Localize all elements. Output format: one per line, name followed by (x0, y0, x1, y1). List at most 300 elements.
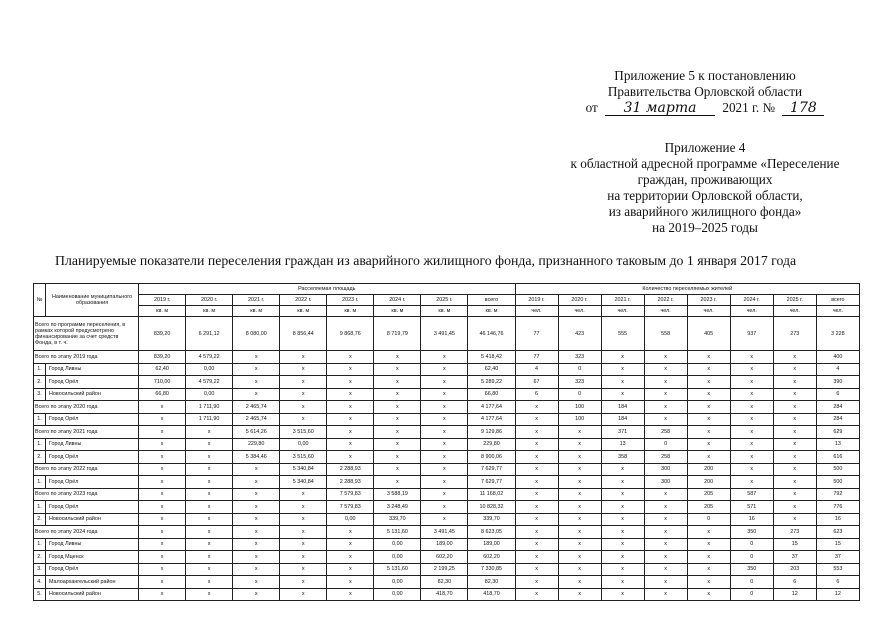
people-cell: 37 (816, 551, 859, 564)
area-unit: кв. м (280, 306, 327, 317)
people-cell: 203 (773, 563, 816, 576)
people-cell: 358 (601, 451, 644, 464)
people-year-header: всего (816, 295, 859, 306)
area-unit: кв. м (468, 306, 515, 317)
people-cell: x (644, 388, 687, 401)
area-cell: x (139, 426, 186, 439)
people-cell: x (558, 551, 601, 564)
area-cell: 62,40 (468, 363, 515, 376)
people-cell: x (515, 438, 558, 451)
stage-total-label: Всего по этапу 2023 года (34, 488, 139, 501)
area-cell: 62,40 (139, 363, 186, 376)
people-cell: x (644, 588, 687, 601)
area-cell: x (186, 576, 233, 589)
people-cell: 0 (730, 588, 773, 601)
area-cell: x (233, 363, 280, 376)
people-cell: 0 (730, 551, 773, 564)
appendix-5-line: Приложение 5 к постановлению (614, 68, 796, 83)
area-cell: x (280, 588, 327, 601)
area-cell: 710,00 (139, 376, 186, 389)
area-cell: x (233, 551, 280, 564)
summary-area-cell: 3 491,45 (421, 317, 468, 351)
summary-label: Всего по программе переселения, в рамках которой предусмотрено финансирование за счет средств Фонда, в т. ч. (34, 317, 139, 351)
area-cell: x (327, 426, 374, 439)
area-cell: x (233, 538, 280, 551)
people-cell: x (773, 363, 816, 376)
area-cell: x (280, 526, 327, 539)
row-number: 2. (34, 513, 46, 526)
people-cell: x (601, 488, 644, 501)
area-cell: x (139, 501, 186, 514)
area-cell: x (186, 463, 233, 476)
people-cell: 6 (773, 576, 816, 589)
area-year-header: 2019 г. (139, 295, 186, 306)
area-unit: кв. м (374, 306, 421, 317)
area-cell: 3 491,45 (421, 526, 468, 539)
area-cell: x (327, 576, 374, 589)
municipality-row (34, 538, 860, 551)
area-cell: 8 623,05 (468, 526, 515, 539)
row-number: 3. (34, 388, 46, 401)
people-cell: x (773, 451, 816, 464)
area-cell: x (139, 476, 186, 489)
area-cell: x (327, 438, 374, 451)
row-number: 1. (34, 438, 46, 451)
summary-people-cell: 3 228 (816, 317, 859, 351)
people-cell: x (730, 413, 773, 426)
people-cell: 500 (816, 476, 859, 489)
area-cell: x (280, 563, 327, 576)
people-cell: 371 (601, 426, 644, 439)
people-cell: x (515, 401, 558, 414)
area-cell: x (139, 413, 186, 426)
area-cell: x (139, 438, 186, 451)
municipality-name: Малоархангельский район (46, 576, 139, 589)
people-cell: x (515, 426, 558, 439)
summary-area-cell: 8 856,44 (280, 317, 327, 351)
area-cell: 5 384,46 (233, 451, 280, 464)
area-cell: x (327, 588, 374, 601)
people-cell: x (601, 376, 644, 389)
municipality-row (34, 438, 860, 451)
appendix-5-line: Правительства Орловской области (607, 84, 803, 99)
area-cell: x (374, 376, 421, 389)
area-cell: 189,00 (421, 538, 468, 551)
summary-people-cell: 273 (773, 317, 816, 351)
people-cell: x (644, 563, 687, 576)
people-cell: x (601, 563, 644, 576)
people-cell: x (601, 501, 644, 514)
people-cell: 792 (816, 488, 859, 501)
area-cell: x (374, 476, 421, 489)
people-cell: x (687, 351, 730, 364)
people-cell: x (515, 451, 558, 464)
people-cell: 13 (816, 438, 859, 451)
people-cell: x (687, 538, 730, 551)
people-cell: 200 (687, 463, 730, 476)
area-cell: 5 418,42 (468, 351, 515, 364)
municipality-row (34, 388, 860, 401)
area-cell: x (233, 476, 280, 489)
area-cell: x (186, 551, 233, 564)
area-cell: 0,00 (186, 363, 233, 376)
people-cell: x (601, 526, 644, 539)
municipality-row (34, 576, 860, 589)
people-cell: x (644, 351, 687, 364)
area-cell: 7 330,85 (468, 563, 515, 576)
row-number: 1. (34, 501, 46, 514)
people-cell: x (558, 501, 601, 514)
people-cell: x (601, 513, 644, 526)
appendix-4-line: из аварийного жилищного фонда» (608, 204, 802, 219)
area-year-header: 2023 г. (327, 295, 374, 306)
area-cell: 0,00 (374, 538, 421, 551)
people-cell: x (687, 388, 730, 401)
document-title: Планируемые показатели переселения граждан из аварийного жилищного фонда, признанного таковым до 1 января 2017 года (55, 253, 797, 268)
appendix-5-header (540, 68, 870, 116)
area-unit: кв. м (327, 306, 374, 317)
area-cell: x (327, 351, 374, 364)
people-cell: x (644, 401, 687, 414)
summary-area-cell: 839,20 (139, 317, 186, 351)
area-cell: x (421, 426, 468, 439)
people-cell: x (515, 538, 558, 551)
header-row-groups (34, 284, 860, 295)
people-cell: x (730, 388, 773, 401)
people-year-header: 2020 г. (558, 295, 601, 306)
area-cell: 418,70 (468, 588, 515, 601)
people-cell: 553 (816, 563, 859, 576)
area-cell: x (327, 376, 374, 389)
area-year-header: 2025 г. (421, 295, 468, 306)
resolution-date-line (540, 100, 870, 116)
area-cell: x (186, 438, 233, 451)
people-cell: x (773, 463, 816, 476)
municipality-name: Город Орёл (46, 501, 139, 514)
area-cell: x (233, 588, 280, 601)
people-cell: x (773, 413, 816, 426)
municipality-row (34, 376, 860, 389)
people-cell: 15 (816, 538, 859, 551)
area-year-header: 2022 г. (280, 295, 327, 306)
municipality-row (34, 588, 860, 601)
stage-total-row (34, 351, 860, 364)
area-cell: x (139, 488, 186, 501)
people-unit: чел. (515, 306, 558, 317)
municipality-row (34, 363, 860, 376)
people-cell: x (687, 588, 730, 601)
people-cell: 616 (816, 451, 859, 464)
row-number: 2. (34, 376, 46, 389)
stage-total-row (34, 401, 860, 414)
people-year-header: 2022 г. (644, 295, 687, 306)
area-cell: 5 340,84 (280, 463, 327, 476)
people-unit: чел. (687, 306, 730, 317)
people-cell: 300 (644, 476, 687, 489)
area-cell: x (139, 551, 186, 564)
summary-area-cell: 8 719,79 (374, 317, 421, 351)
people-cell: x (687, 363, 730, 376)
municipality-name: Новосильский район (46, 588, 139, 601)
people-cell: x (773, 438, 816, 451)
area-cell: 2 288,93 (327, 463, 374, 476)
summary-area-cell: 46 146,76 (468, 317, 515, 351)
area-cell: x (280, 551, 327, 564)
row-number: 4. (34, 576, 46, 589)
municipality-name: Новосильский район (46, 513, 139, 526)
area-cell: 339,70 (374, 513, 421, 526)
people-cell: 200 (687, 476, 730, 489)
people-cell: x (558, 526, 601, 539)
area-cell: 189,00 (468, 538, 515, 551)
municipality-name: Город Орёл (46, 476, 139, 489)
area-cell: 66,80 (139, 388, 186, 401)
municipality-row (34, 413, 860, 426)
people-cell: x (730, 438, 773, 451)
people-cell: 184 (601, 401, 644, 414)
area-cell: x (374, 351, 421, 364)
people-cell: x (601, 476, 644, 489)
area-cell: 229,80 (468, 438, 515, 451)
row-number: 1. (34, 538, 46, 551)
people-cell: x (644, 488, 687, 501)
summary-people-cell: 555 (601, 317, 644, 351)
area-cell: 4 177,64 (468, 401, 515, 414)
area-cell: x (280, 401, 327, 414)
people-cell: x (730, 401, 773, 414)
people-cell: 500 (816, 463, 859, 476)
area-cell: x (186, 563, 233, 576)
area-cell: x (233, 376, 280, 389)
area-cell: 4 579,22 (186, 351, 233, 364)
people-cell: 6 (816, 576, 859, 589)
area-cell: x (280, 351, 327, 364)
people-cell: x (687, 426, 730, 439)
people-cell: x (773, 388, 816, 401)
area-cell: x (233, 513, 280, 526)
people-cell: x (558, 588, 601, 601)
people-cell: x (558, 538, 601, 551)
people-cell: 284 (816, 401, 859, 414)
program-summary-row (34, 317, 860, 351)
people-cell: x (558, 476, 601, 489)
area-cell: 5 614,26 (233, 426, 280, 439)
appendix-4-line: Приложение 4 (664, 140, 746, 155)
appendix-4-line: граждан, проживающих (637, 172, 773, 187)
header-row-years (34, 295, 860, 306)
area-cell: 5 340,84 (280, 476, 327, 489)
area-cell: 4 579,22 (186, 376, 233, 389)
people-cell: x (730, 451, 773, 464)
people-cell: x (773, 488, 816, 501)
area-cell: x (280, 488, 327, 501)
area-cell: x (327, 551, 374, 564)
area-cell: x (280, 538, 327, 551)
people-cell: x (773, 376, 816, 389)
area-cell: 3 515,60 (280, 451, 327, 464)
municipality-name: Город Ливны (46, 538, 139, 551)
people-cell: x (773, 426, 816, 439)
area-cell: x (374, 363, 421, 376)
people-cell: x (558, 488, 601, 501)
people-cell: x (644, 576, 687, 589)
people-cell: 15 (773, 538, 816, 551)
area-cell: x (186, 488, 233, 501)
people-cell: 13 (601, 438, 644, 451)
people-cell: x (515, 563, 558, 576)
area-cell: x (280, 576, 327, 589)
people-cell: 4 (816, 363, 859, 376)
area-cell: x (233, 351, 280, 364)
area-year-header: всего (468, 295, 515, 306)
area-cell: x (327, 563, 374, 576)
stage-total-label: Всего по этапу 2024 года (34, 526, 139, 539)
area-cell: 7 629,77 (468, 476, 515, 489)
appendix-4-line: к областной адресной программе «Переселение (570, 156, 840, 171)
area-unit: кв. м (421, 306, 468, 317)
people-cell: x (773, 351, 816, 364)
people-unit: чел. (601, 306, 644, 317)
people-cell: x (601, 588, 644, 601)
people-cell: 258 (644, 451, 687, 464)
people-cell: x (644, 376, 687, 389)
people-cell: x (730, 363, 773, 376)
area-cell: x (421, 376, 468, 389)
area-cell: x (421, 388, 468, 401)
handwritten-date: 31 марта (605, 102, 715, 116)
people-cell: 6 (816, 388, 859, 401)
people-unit: чел. (816, 306, 859, 317)
people-cell: x (644, 363, 687, 376)
area-cell: 3 588,19 (374, 488, 421, 501)
area-cell: x (139, 401, 186, 414)
area-cell: x (374, 401, 421, 414)
area-cell: x (186, 526, 233, 539)
people-cell: x (730, 426, 773, 439)
people-cell: x (773, 401, 816, 414)
area-cell: 7 579,83 (327, 488, 374, 501)
area-unit: кв. м (233, 306, 280, 317)
people-year-header: 2024 г. (730, 295, 773, 306)
people-unit: чел. (730, 306, 773, 317)
people-cell: x (558, 451, 601, 464)
area-cell: x (421, 401, 468, 414)
area-cell: 3 248,49 (374, 501, 421, 514)
people-cell: x (515, 526, 558, 539)
area-cell: 5 131,60 (374, 563, 421, 576)
stage-total-row (34, 526, 860, 539)
area-cell: 339,70 (468, 513, 515, 526)
area-cell: x (421, 351, 468, 364)
area-cell: 602,20 (421, 551, 468, 564)
people-cell: x (773, 513, 816, 526)
area-cell: x (374, 426, 421, 439)
area-cell: x (374, 451, 421, 464)
people-cell: 6 (515, 388, 558, 401)
people-cell: x (773, 501, 816, 514)
area-cell: x (374, 388, 421, 401)
people-cell: 205 (687, 488, 730, 501)
people-cell: 623 (816, 526, 859, 539)
municipality-row (34, 513, 860, 526)
area-cell: x (327, 413, 374, 426)
row-number: 1. (34, 363, 46, 376)
people-cell: x (687, 563, 730, 576)
people-cell: x (601, 363, 644, 376)
area-cell: 4 177,64 (468, 413, 515, 426)
appendix-4-line: на территории Орловской области, (607, 188, 803, 203)
summary-area-cell: 6 291,12 (186, 317, 233, 351)
people-cell: 300 (644, 463, 687, 476)
area-cell: x (280, 388, 327, 401)
area-cell: 602,20 (468, 551, 515, 564)
area-cell: x (421, 463, 468, 476)
area-cell: 1 711,90 (186, 413, 233, 426)
area-cell: x (233, 388, 280, 401)
people-cell: 0 (558, 388, 601, 401)
stage-total-row (34, 426, 860, 439)
people-cell: 776 (816, 501, 859, 514)
area-cell: 0,00 (374, 551, 421, 564)
area-group-header: Расселяемая площадь (139, 284, 515, 295)
people-cell: x (687, 526, 730, 539)
summary-people-cell: 77 (515, 317, 558, 351)
people-cell: 0 (730, 538, 773, 551)
area-cell: x (139, 576, 186, 589)
municipality-name: Город Орёл (46, 451, 139, 464)
people-cell: 284 (816, 413, 859, 426)
area-cell: x (421, 413, 468, 426)
area-cell: 418,70 (421, 588, 468, 601)
row-number: 2. (34, 451, 46, 464)
stage-total-row (34, 488, 860, 501)
area-cell: 2 199,25 (421, 563, 468, 576)
area-cell: 0,00 (374, 576, 421, 589)
people-cell: x (515, 551, 558, 564)
people-cell: x (687, 576, 730, 589)
area-cell: 5 289,22 (468, 376, 515, 389)
col-no-header: № (34, 284, 46, 317)
area-cell: x (280, 513, 327, 526)
area-cell: 11 168,02 (468, 488, 515, 501)
summary-people-cell: 405 (687, 317, 730, 351)
area-cell: 0,00 (374, 588, 421, 601)
people-cell: x (644, 538, 687, 551)
area-cell: x (421, 501, 468, 514)
people-cell: x (515, 488, 558, 501)
municipality-row (34, 563, 860, 576)
people-cell: x (601, 538, 644, 551)
date-prefix: от (585, 100, 598, 115)
people-year-header: 2021 г. (601, 295, 644, 306)
area-cell: 0,00 (327, 513, 374, 526)
summary-area-cell: 8 080,00 (233, 317, 280, 351)
people-cell: x (730, 376, 773, 389)
area-cell: 7 629,77 (468, 463, 515, 476)
people-cell: x (515, 476, 558, 489)
people-cell: x (644, 526, 687, 539)
area-cell: 1 711,90 (186, 401, 233, 414)
area-cell: x (374, 438, 421, 451)
people-cell: 4 (515, 363, 558, 376)
people-cell: 67 (515, 376, 558, 389)
summary-people-cell: 937 (730, 317, 773, 351)
summary-people-cell: 558 (644, 317, 687, 351)
people-cell: 16 (730, 513, 773, 526)
area-cell: x (186, 426, 233, 439)
people-cell: 0 (644, 438, 687, 451)
area-cell: x (327, 401, 374, 414)
